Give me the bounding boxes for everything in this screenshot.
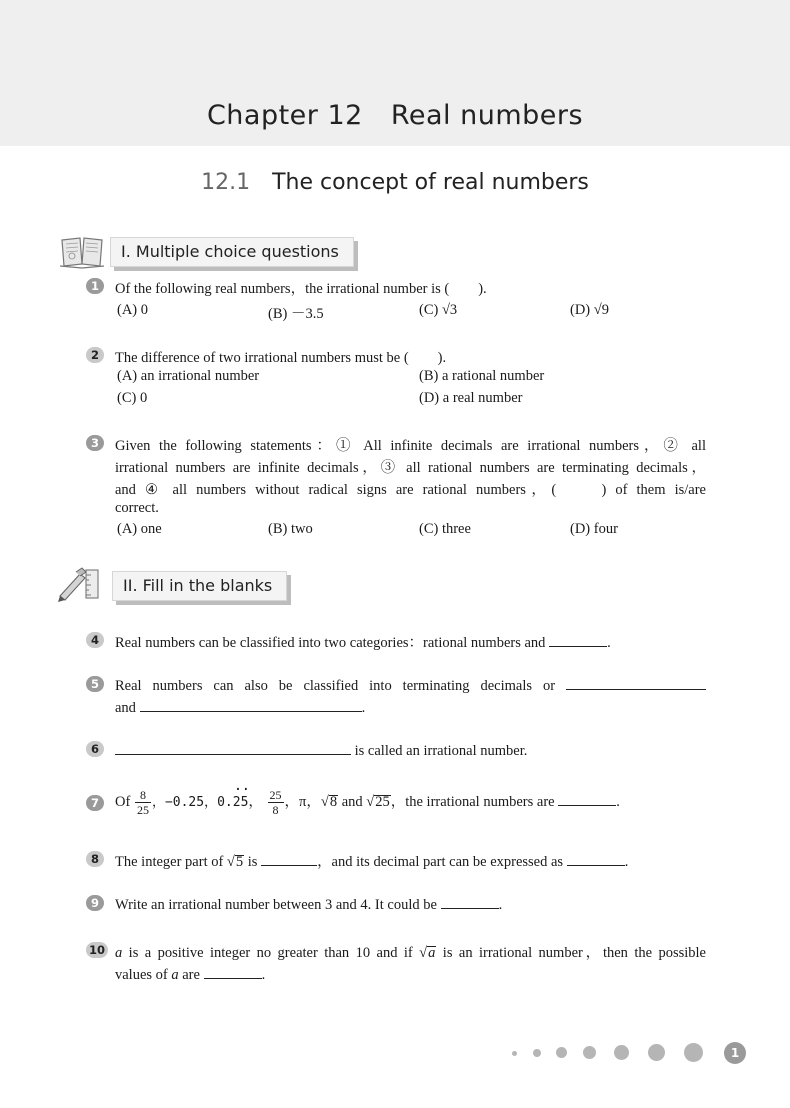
question-4 <box>115 631 611 652</box>
page-number: 1 <box>724 1042 746 1064</box>
question-8 <box>115 850 628 871</box>
question-8-lead: The integer part of <box>115 854 224 870</box>
question-3-line-3: and ④ all numbers without radical signs are rational numbers，( ) of them is/are <box>115 482 706 498</box>
q1-option-d: (D) √9 <box>570 302 609 318</box>
repeating-digit-5: · 5 <box>241 786 249 820</box>
question-number-4: 4 <box>86 632 104 648</box>
decoration-dot <box>512 1051 517 1056</box>
question-10-line-1 <box>115 941 706 962</box>
value-list-2: ，π， <box>284 794 321 810</box>
question-5-line-1 <box>115 675 706 695</box>
question-number-5: 5 <box>86 676 104 692</box>
question-9-text: Write an irrational number between 3 and 4. It could be <box>115 897 437 913</box>
chapter-title <box>0 100 790 131</box>
q2-option-c: (C) 0 <box>117 390 148 406</box>
denominator: 25 <box>136 803 149 818</box>
period: . <box>607 635 611 651</box>
question-4-text: Real numbers can be classified into two categories：rational numbers and <box>115 635 546 651</box>
variable-a: a <box>115 945 123 961</box>
q2-option-d: (D) a real number <box>419 390 523 406</box>
q3-option-a: (A) one <box>117 521 162 537</box>
question-2-text: The difference of two irrational numbers must be ( ). <box>115 350 447 366</box>
q3-option-d: (D) four <box>570 521 618 537</box>
answer-blank-4[interactable] <box>549 632 607 647</box>
question-number-7: 7 <box>86 795 104 811</box>
sqrt-a: √a <box>419 945 436 961</box>
question-10-values-of: values of <box>115 967 168 983</box>
decoration-dot <box>583 1046 596 1059</box>
question-10-mid: is a positive integer no greater than 10 and if <box>128 945 413 961</box>
variable-a: a <box>171 967 179 983</box>
radicand: a <box>428 945 436 961</box>
question-8-mid: is <box>247 854 258 870</box>
book-icon <box>58 234 106 270</box>
part1-title: I. Multiple choice questions <box>110 237 354 267</box>
answer-blank-8a[interactable] <box>261 851 317 866</box>
answer-blank-10[interactable] <box>204 964 262 979</box>
question-3-line-2: irrational numbers are infinite decimals，③ all rational numbers are terminating decimals， <box>115 460 706 476</box>
radicand: 25 <box>375 794 390 810</box>
value-list-1: ，−0.25，0. <box>151 795 233 810</box>
period: . <box>361 700 366 716</box>
section-name: The concept of real numbers <box>272 170 589 195</box>
question-number-8: 8 <box>86 851 104 867</box>
question-10-line-2 <box>115 964 265 984</box>
page-dots-decoration <box>510 1041 760 1065</box>
question-10-tail: is an irrational number，then the possible <box>442 945 706 961</box>
answer-blank-8b[interactable] <box>567 851 625 866</box>
question-number-2: 2 <box>86 347 104 363</box>
radicand: 5 <box>235 854 244 870</box>
q1-option-b: (B) －3.5 <box>268 306 324 322</box>
and-word: and <box>341 794 363 810</box>
decoration-dot <box>556 1047 567 1058</box>
period: . <box>616 794 620 810</box>
section-title <box>0 170 790 195</box>
question-3-line-4: correct. <box>115 500 159 516</box>
numerator: 8 <box>135 788 151 803</box>
decoration-dot <box>684 1043 703 1062</box>
answer-blank-5b[interactable] <box>140 697 362 712</box>
question-6 <box>115 740 527 760</box>
question-9 <box>115 894 502 914</box>
chapter-name: Real numbers <box>390 100 584 131</box>
question-number-6: 6 <box>86 741 104 757</box>
period: . <box>624 854 629 870</box>
repeating-digit-2: · 2 <box>233 786 241 820</box>
q2-option-a: (A) an irrational number <box>117 368 260 384</box>
answer-blank-7[interactable] <box>558 791 616 806</box>
q3-option-c: (C) three <box>419 521 471 537</box>
q2-option-b: (B) a rational number <box>419 368 545 384</box>
question-number-9: 9 <box>86 895 104 911</box>
sqrt-5: √5 <box>226 854 244 870</box>
question-5-line-2 <box>115 697 365 717</box>
question-5-and: and <box>115 700 136 716</box>
question-6-text: is called an irrational number. <box>354 743 528 759</box>
question-3-line-1: Given the following statements：① All infinite decimals are irrational numbers，② all <box>115 438 706 454</box>
q1-option-a: (A) 0 <box>117 302 149 318</box>
numerator: 25 <box>269 788 282 803</box>
answer-blank-6[interactable] <box>115 740 351 755</box>
period: . <box>498 897 503 913</box>
answer-blank-5a[interactable] <box>566 675 706 690</box>
radicand: 8 <box>329 794 338 810</box>
question-7-tail: ，the irrational numbers are <box>390 794 555 810</box>
question-5-text: Real numbers can also be classified into terminating decimals or <box>115 678 556 694</box>
period: . <box>261 967 266 983</box>
decoration-dot <box>648 1044 665 1061</box>
fraction-25-over-8 <box>268 788 284 817</box>
part2-title: II. Fill in the blanks <box>112 571 287 601</box>
question-10-are: are <box>182 967 200 983</box>
sqrt-8: √8 <box>320 794 338 810</box>
question-7-lead: Of <box>115 794 131 810</box>
question-number-3: 3 <box>86 435 104 451</box>
question-number-10: 10 <box>86 942 108 958</box>
pencil-ruler-icon <box>56 566 104 602</box>
question-number-1: 1 <box>86 278 104 294</box>
decoration-dot <box>533 1049 541 1057</box>
decoration-dot <box>614 1045 629 1060</box>
chapter-label: Chapter 12 <box>206 100 363 131</box>
question-1-text: Of the following real numbers，the irrational number is ( ). <box>115 281 487 297</box>
q1-option-c: (C) √3 <box>419 302 458 318</box>
answer-blank-9[interactable] <box>441 894 499 909</box>
question-7: Of $\frac{8}{25}$ ，−0.25，0.· 2· 5， $\frac{25}{8}$ ，π，√8 and √25，the irrational numbers are . <box>115 785 620 820</box>
question-8-tail: ，and its decimal part can be expressed as <box>317 854 564 870</box>
q3-option-b: (B) two <box>268 521 313 537</box>
denominator: 8 <box>272 803 279 818</box>
sqrt-25: √25 <box>366 794 390 810</box>
fraction-8-over-25 <box>135 788 151 817</box>
section-number: 12.1 <box>201 170 251 195</box>
